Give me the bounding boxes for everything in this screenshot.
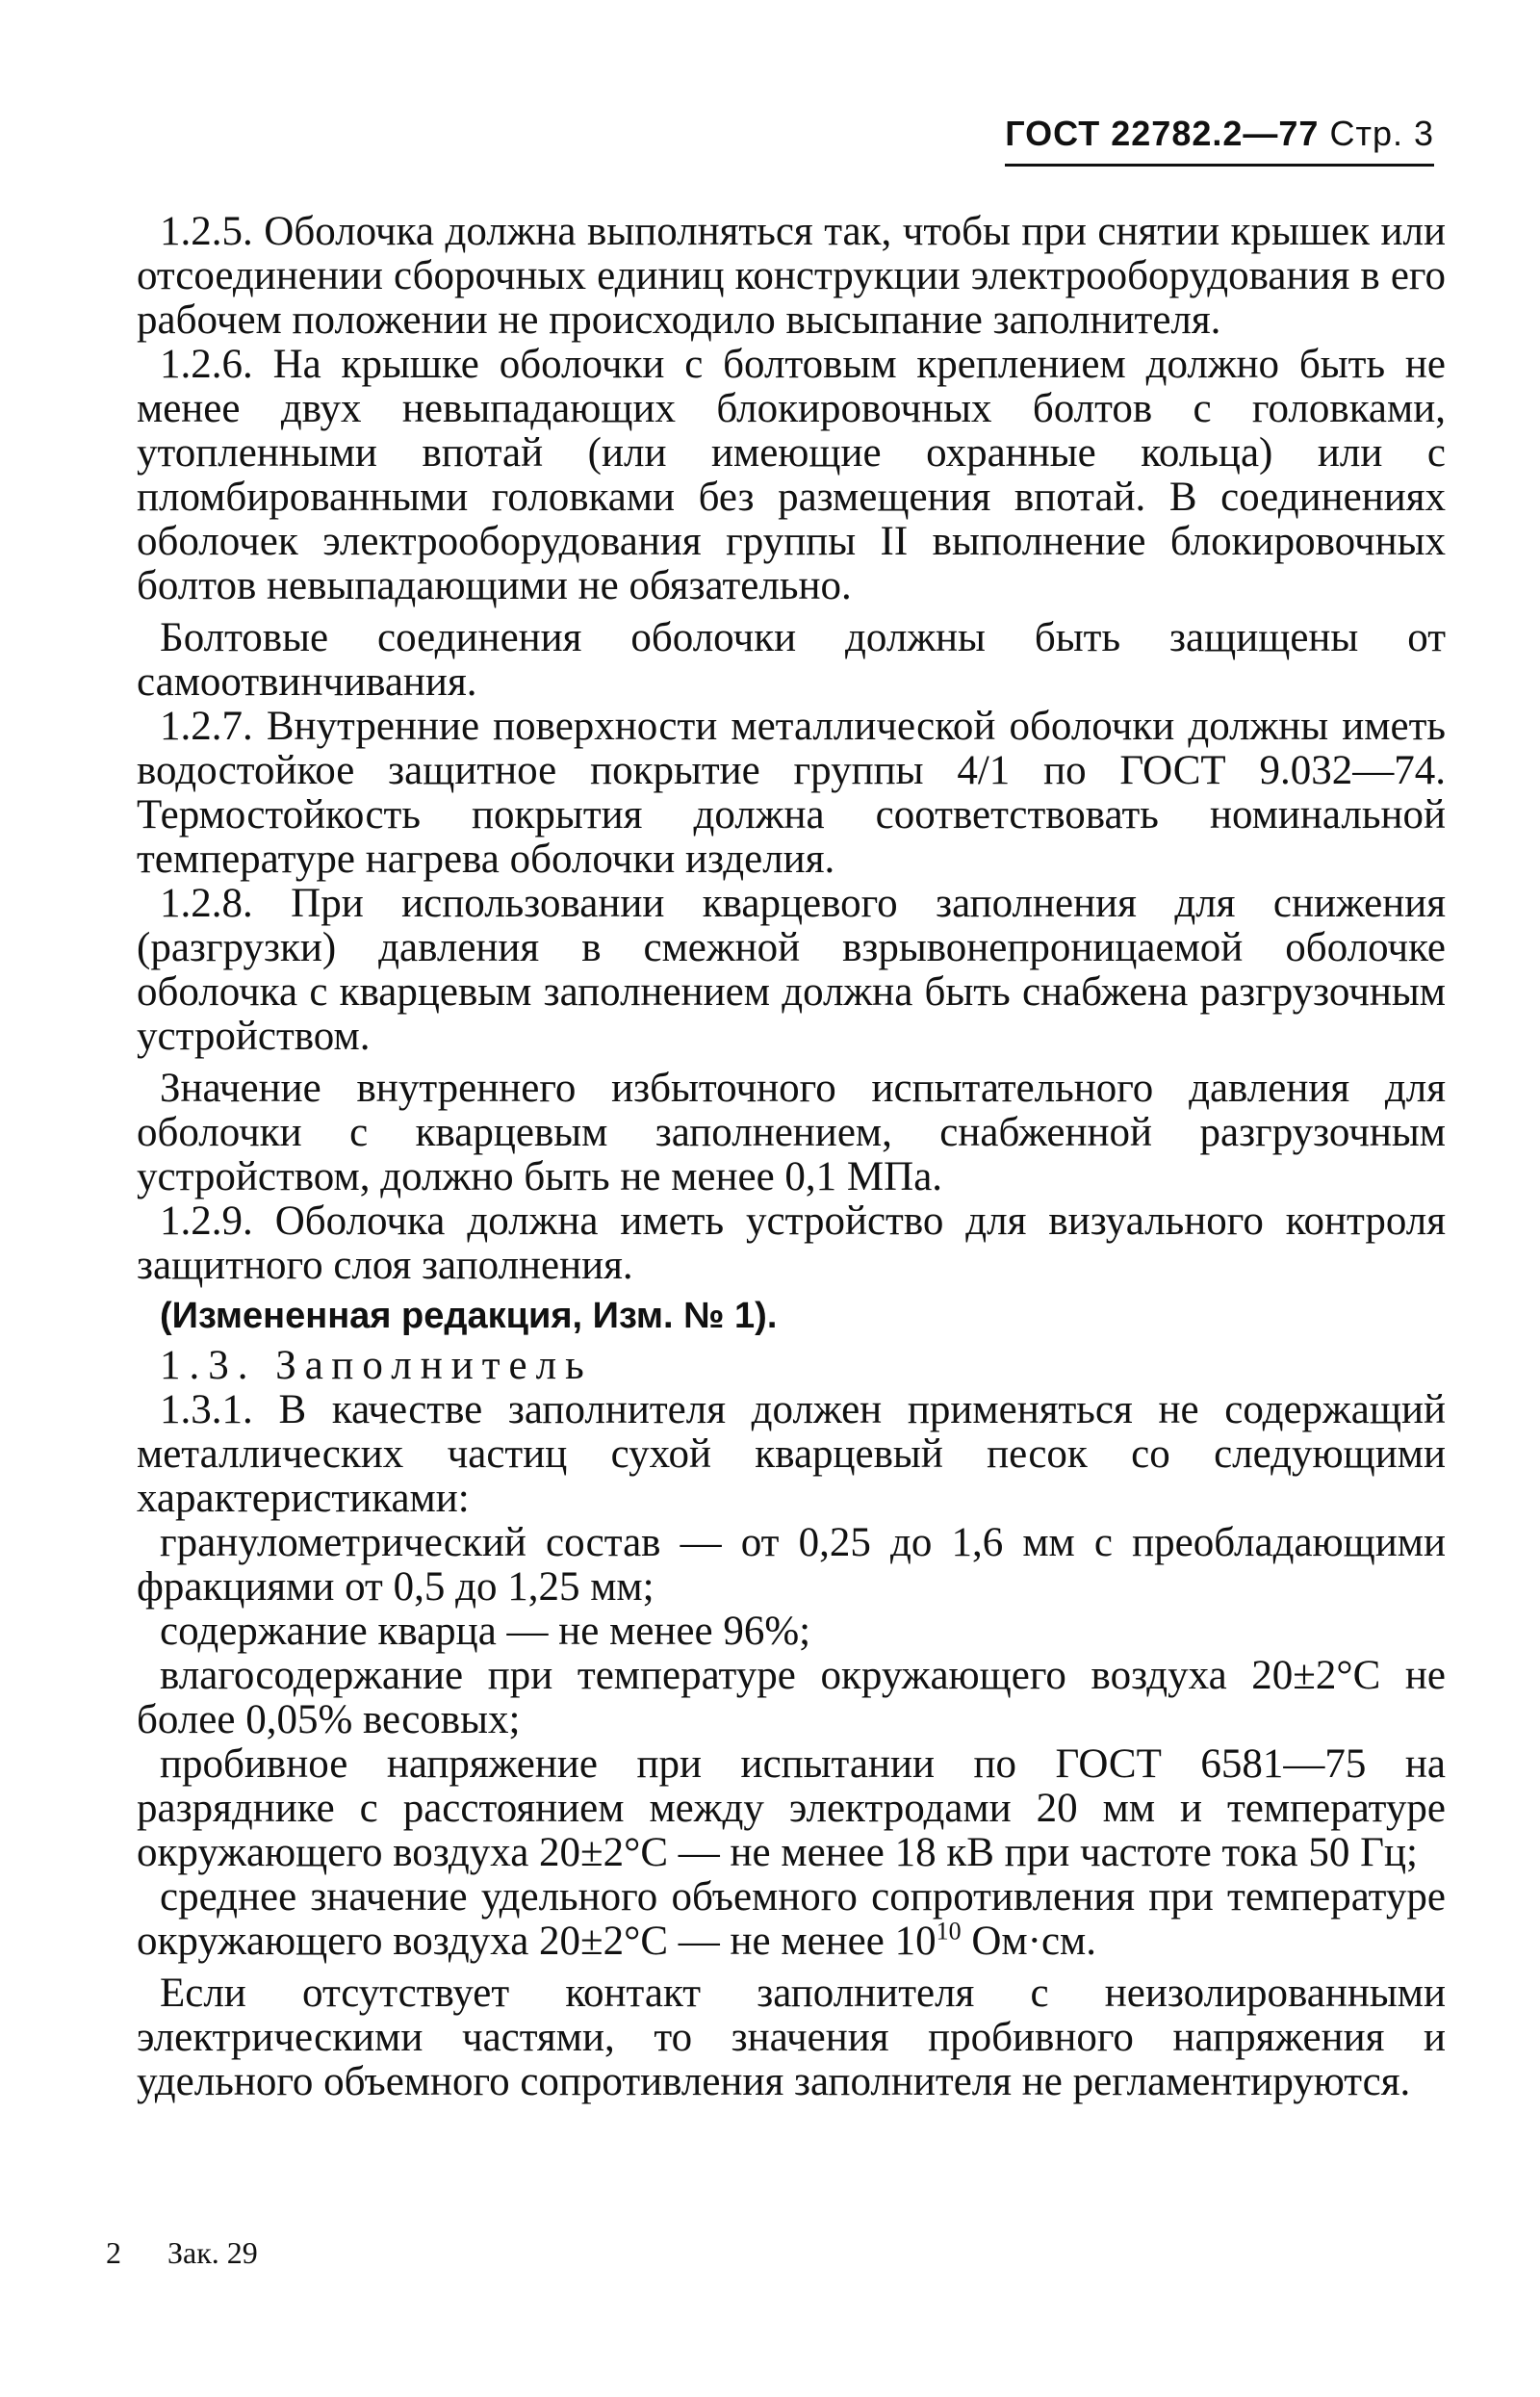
page-footer — [106, 2235, 258, 2271]
resistivity-exponent: 10 — [936, 1917, 962, 1946]
page-number: Стр. 3 — [1329, 114, 1434, 153]
sheet-number: 2 — [106, 2235, 121, 2270]
paragraph-bolt-connections: Болтовые соединения оболочки должны быть защищены от самоотвинчивания. — [137, 615, 1446, 705]
page-header — [1005, 114, 1434, 167]
paragraph-pressure-value: Значение внутреннего избыточного испытательного давления для оболочки с кварцевым заполнением, снабженной разгрузочным устройством, должно быть не менее 0,1 МПа. — [137, 1066, 1446, 1199]
amendment-note: (Измененная редакция, Изм. № 1). — [160, 1296, 778, 1336]
paragraph-1-2-9: 1.2.9. Оболочка должна иметь устройство для визуального контроля защитного слоя заполнения. — [137, 1198, 1446, 1288]
order-number: Зак. 29 — [167, 2235, 258, 2270]
paragraph-1-2-5: 1.2.5. Оболочка должна выполняться так, чтобы при снятии крышек или отсоединении сборочных единиц конструкции электрооборудования в его рабочем положении не происходило высыпание заполнителя. — [137, 209, 1446, 343]
resistivity-text: среднее значение удельного объемного сопротивления при температуре окружающего воздуха 20±2°С — не менее 10 — [137, 1874, 1446, 1964]
paragraph-1-3-1: 1.3.1. В качестве заполнителя должен применяться не содержащий металлических частиц сухой кварцевый песок со следующими характеристиками: — [137, 1387, 1446, 1521]
characteristic-breakdown-voltage: пробивное напряжение при испытании по ГОСТ 6581—75 на разряднике с расстоянием между электродами 20 мм и температуре окружающего воздуха 20±2°С — не менее 18 кВ при частоте тока 50 Гц; — [137, 1741, 1446, 1875]
resistivity-unit: Ом·см. — [961, 1919, 1096, 1964]
characteristic-moisture: влагосодержание при температуре окружающего воздуха 20±2°С не более 0,05% весовых; — [137, 1653, 1446, 1742]
paragraph-1-2-6: 1.2.6. На крышке оболочки с болтовым креплением должно быть не менее двух невыпадающих блокировочных болтов с головками, утопленными впотай (или имеющие охранные кольца) или с пломбированными головками без размещения впотай. В соединениях оболочек электрооборудования группы II выполнение блокировочных болтов невыпадающими не обязательно. — [137, 342, 1446, 608]
standard-number: ГОСТ 22782.2—77 — [1005, 114, 1320, 153]
paragraph-no-contact: Если отсутствует контакт заполнителя с неизолированными электрическими частями, то значения пробивного напряжения и удельного объемного сопротивления заполнителя не регламентируются. — [137, 1971, 1446, 2104]
main-text — [137, 210, 1446, 2104]
characteristic-resistivity — [137, 1875, 1446, 1964]
characteristic-quartz-content: содержание кварца — не менее 96%; — [160, 1609, 811, 1654]
section-heading-filler: 1.3. Заполнитель — [160, 1343, 593, 1388]
paragraph-1-2-7: 1.2.7. Внутренние поверхности металлической оболочки должны иметь водостойкое защитное покрытие группы 4/1 по ГОСТ 9.032—74. Термостойкость покрытия должна соответствовать номинальной температуре нагрева оболочки изделия. — [137, 704, 1446, 882]
characteristic-granulometric: гранулометрический состав — от 0,25 до 1,6 мм с преобладающими фракциями от 0,5 до 1,25 мм; — [137, 1520, 1446, 1610]
paragraph-1-2-8: 1.2.8. При использовании кварцевого заполнения для снижения (разгрузки) давления в смежной взрывонепроницаемой оболочке оболочка с кварцевым заполнением должна быть снабжена разгрузочным устройством. — [137, 881, 1446, 1059]
